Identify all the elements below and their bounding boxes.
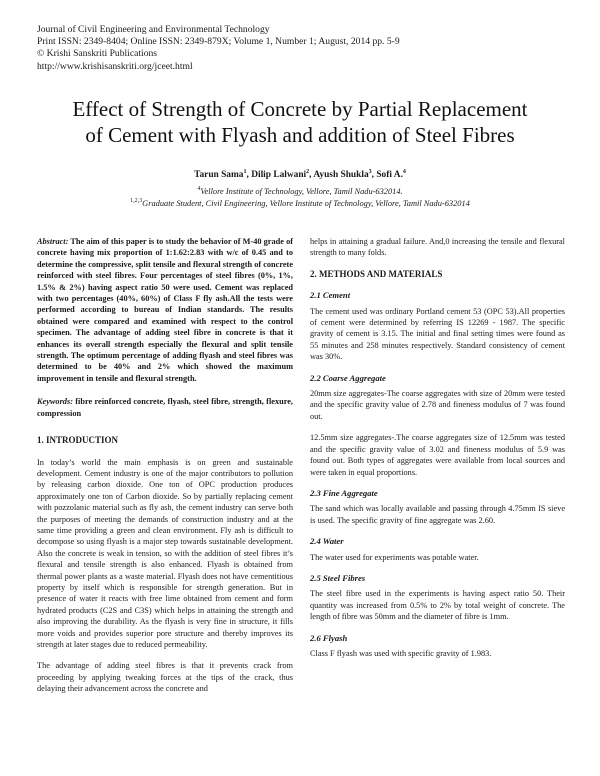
subsection-heading-flyash: 2.6 Flyash [310, 632, 348, 643]
author-1: Tarun Sama [194, 170, 244, 180]
author-list [0, 170, 600, 180]
author-4-sup: 4 [402, 169, 406, 175]
section-heading-methods: 2. METHODS AND MATERIALS [310, 268, 443, 279]
author-2-sup: 2 [306, 169, 310, 175]
affiliation-2-sup: 1,2,3 [130, 198, 143, 204]
intro-paragraph-1: In today’s world the main emphasis is on green and sustainable development. Cement industry is one of the major contributors to pollution by releasing carbon dioxide. One ton of OPC production produces approximately one ton of Carbon dioxide. So by partially replacing cement with pozzolanic material such as fly ash, the cement industry can serve both the purposes of meeting the demands of construction industry and at the same time providing a green and clean environment. Fly ash is difficult to decompose so using flyash is a major step towards sustainable development. Also the concrete is weak in tension, so with the addition of steel fibres it’s flexural and tensile strength is also enhanced. Flyash is obtained from thermal power plants as a waste material. Flyash does not have cementitious property by itself which is responsible for strength generation. But in presence of water it reacts with free lime obtained from cement and form hydrated products (C2S and C3S) which helps in attaining the strength and also improving the durability. As the flyash is very fine in structure, it fills more voids and provides superior pore structure and thereby improves its strength at later stages due to reduced permeability. [37, 457, 293, 649]
title-line-2: of Cement with Flyash and addition of Steel Fibres [85, 123, 515, 147]
steel-fibres-paragraph: The steel fibre used in the experiments is having aspect ratio 50. Their quantity was increased from 0.5% to 2% by total weight of concrete. The length of fibre was 50mm and the diameter of fibre is 1mm. [310, 589, 565, 622]
fine-aggregate-paragraph: The sand which was locally available and passing through 4.75mm IS sieve is used. The specific gravity of fine aggregate was 2.60. [310, 504, 565, 525]
affiliation-2-text: Graduate Student, Civil Engineering, Vellore Institute of Technology, Vellore, Tamil Nadu-632014 [142, 199, 470, 208]
intro-paragraph-2-continued: helps in attaining a gradual failure. And,0 increasing the tensile and flexural strength to many folds. [310, 237, 565, 258]
journal-header [37, 24, 400, 73]
right-column [310, 236, 565, 669]
journal-url[interactable]: http://www.krishisanskriti.org/jceet.html [37, 60, 193, 72]
flyash-paragraph: Class F flyash was used with specific gravity of 1.983. [310, 648, 492, 658]
author-3-sup: 3 [368, 169, 372, 175]
keywords-text: fibre reinforced concrete, flyash, steel fibre, strength, flexure, compression [37, 397, 293, 418]
paper-title [20, 96, 580, 148]
abstract-label: Abstract: [37, 237, 69, 246]
subsection-heading-coarse-aggregate: 2.2 Coarse Aggregate [310, 372, 386, 383]
affiliation-1-text: Vellore Institute of Technology, Vellore, Tamil Nadu-632014. [200, 187, 403, 196]
keywords [37, 396, 293, 419]
left-column [37, 236, 293, 705]
journal-publisher: © Krishi Sanskriti Publications [37, 48, 158, 60]
cement-paragraph: The cement used was ordinary Portland cement 53 (OPC 53).All properties of cement were determined by referring IS 12269 - 1987. The specific gravity of cement is 3.15. The initial and final setting times were found as 55 minutes and 258 minutes respectively. Standard consistency of cement was 30%. [310, 306, 565, 362]
author-3: , Ayush Shukla [309, 170, 369, 180]
author-2: , Dilip Lalwani [246, 170, 307, 180]
abstract [37, 236, 293, 384]
subsection-heading-cement: 2.1 Cement [310, 290, 351, 301]
subsection-heading-steel-fibres: 2.5 Steel Fibres [310, 572, 366, 583]
journal-issn: Print ISSN: 2349-8404; Online ISSN: 2349-879X; Volume 1, Number 1; August, 2014 pp. 5-9 [37, 36, 400, 48]
affiliation-1-sup: 4 [197, 186, 201, 192]
subsection-heading-water: 2.4 Water [310, 536, 344, 547]
keywords-label: Keywords: [37, 397, 73, 407]
author-1-sup: 1 [243, 169, 247, 175]
coarse-aggregate-paragraph-2: 12.5mm size aggregates-.The coarse aggregates size of 12.5mm was tested and the specific gravity value of 3.02 and fineness modulus of 5.9 was found out. Both types of aggregates were available from local sources and were taken in equal proportions. [310, 433, 565, 477]
abstract-text: The aim of this paper is to study the behavior of M-40 grade of concrete having mix proportion of 1:1.62:2.83 with w/c of 0.45 and to determine the compressive, split tensile and flexural strength of concrete reinforced with steel fibres. Four percentages of steel fibres (0%, 1%, 1.5% & 2%) having aspect ratio 50 were used. Cement was replaced with two percentages (40%, 60%) of Class F fly ash.All the tests were performed according to bureau of Indian standards. The results obtained were compared and examined with respect to the control specimen. The advantage of adding steel fibre in concrete is that it enhances its overall strength especially the flexural and split tensile strength. The optimum percentage of adding flyash and steel fibres was determined to be 40% and 2% which showed the maximum improvement in tensile and flexural strength. [37, 237, 293, 383]
author-4: , Sofi A. [371, 170, 403, 180]
water-paragraph: The water used for experiments was potable water. [310, 552, 479, 562]
coarse-aggregate-paragraph-1: 20mm size aggregates-The coarse aggregates with size of 20mm were tested and the specific gravity value of 2.78 and fineness modulus of 7 was found out. [310, 389, 565, 421]
section-heading-introduction: 1. INTRODUCTION [37, 435, 119, 446]
journal-name: Journal of Civil Engineering and Environmental Technology [37, 24, 270, 35]
affiliation-1 [0, 187, 600, 196]
title-line-1: Effect of Strength of Concrete by Partial Replacement [72, 97, 528, 121]
subsection-heading-fine-aggregate: 2.3 Fine Aggregate [310, 487, 378, 498]
affiliation-2 [0, 199, 600, 208]
intro-paragraph-2: The advantage of adding steel fibres is that it prevents crack from proceeding by applying tweaking forces at the tips of the crack, thus delaying their advancement across the concrete and [37, 661, 293, 694]
